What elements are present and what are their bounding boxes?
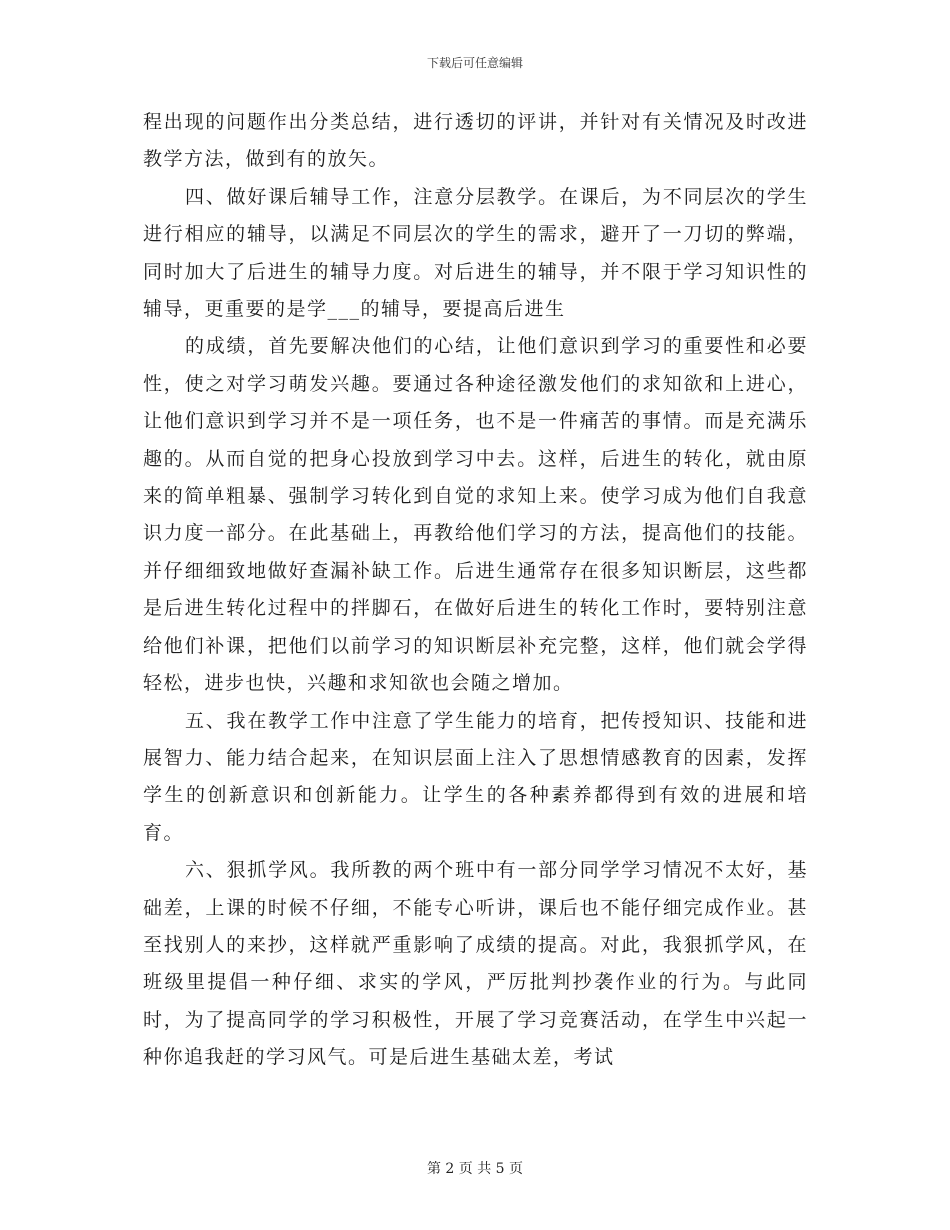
paragraph-underperformer-guidance: 的成绩，首先要解决他们的心结，让他们意识到学习的重要性和必要性，使之对学习萌发兴趣。要通过各种途径激发他们的求知欲和上进心，让他们意识到学习并不是一项任务，也不是一件痛苦的事情。而是充满乐趣的。从而自觉的把身心投放到学习中去。这样，后进生的转化，就由原来的简单粗暴、强制学习转化到自觉的求知上来。使学习成为他们自我意识力度一部分。在此基础上，再教给他们学习的方法，提高他们的技能。并仔细细致地做好查漏补缺工作。后进生通常存在很多知识断层，这些都是后进生转化过程中的拌脚石，在做好后进生的转化工作时，要特别注意给他们补课，把他们以前学习的知识断层补充完整，这样，他们就会学得轻松，进步也快，兴趣和求知欲也会随之增加。 bbox=[143, 335, 808, 695]
document-body bbox=[143, 104, 808, 1077]
page-footer: 第 2 页 共 5 页 bbox=[426, 1161, 524, 1177]
paragraph-section-five: 五、我在教学工作中注意了学生能力的培育，把传授知识、技能和进展智力、能力结合起来，在知识层面上注入了思想情感教育的因素，发挥学生的创新意识和创新能力。让学生的各种素养都得到有效的进展和培育。 bbox=[143, 709, 808, 844]
paragraph-continuation: 程出现的问题作出分类总结，进行透切的评讲，并针对有关情况及时改进教学方法，做到有的放矢。 bbox=[143, 111, 808, 171]
page-header: 下载后可任意编辑 bbox=[426, 56, 523, 70]
paragraph-section-four: 四、做好课后辅导工作，注意分层教学。在课后，为不同层次的学生进行相应的辅导，以满足不同层次的学生的需求，避开了一刀切的弊端，同时加大了后进生的辅导力度。对后进生的辅导，并不限于学习知识性的辅导，更重要的是学___的辅导，要提高后进生 bbox=[143, 185, 808, 321]
paragraph-section-six: 六、狠抓学风。我所教的两个班中有一部分同学学习情况不太好，基础差，上课的时候不仔细，不能专心听讲，课后也不能仔细完成作业。甚至找别人的来抄，这样就严重影响了成绩的提高。对此，我狠抓学风，在班级里提倡一种仔细、求实的学风，严厉批判抄袭作业的行为。与此同时，为了提高同学的学习积极性，开展了学习竞赛活动，在学生中兴起一种你追我赶的学习风气。可是后进生基础太差，考试 bbox=[143, 859, 808, 1069]
